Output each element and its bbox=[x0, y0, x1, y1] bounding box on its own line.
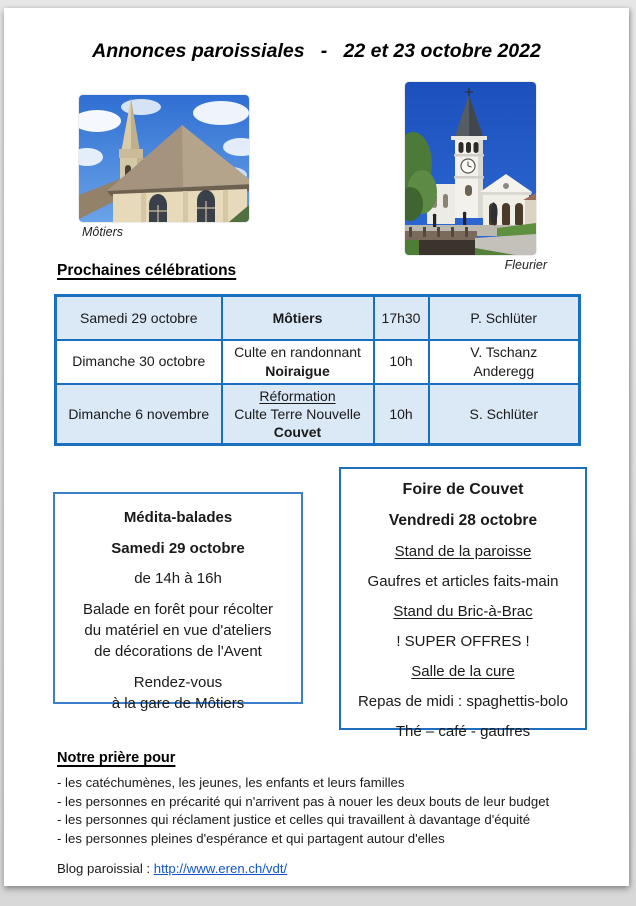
foire-line: Salle de la cure bbox=[411, 663, 515, 680]
cell-time: 17h30 bbox=[374, 296, 429, 340]
motiers-photo bbox=[79, 95, 249, 222]
foire-line: Stand de la paroisse bbox=[394, 543, 532, 560]
prayer-list bbox=[57, 774, 622, 848]
medita-date: Samedi 29 octobre bbox=[111, 540, 245, 557]
celebrations-heading: Prochaines célébrations bbox=[57, 262, 237, 279]
prayer-item: - les personnes pleines d'espérance et qui partagent autour d'elles bbox=[57, 830, 445, 846]
table-row bbox=[56, 296, 580, 340]
medita-title: Médita-balades bbox=[123, 509, 233, 526]
medita-description: Balade en forêt pour récolter du matériel en vue d'ateliers de décorations de l'Avent bbox=[82, 601, 274, 660]
cell-time: 10h bbox=[374, 384, 429, 445]
medita-meeting-point: Rendez-vous à la gare de Môtiers bbox=[111, 674, 245, 712]
fleurier-photo bbox=[405, 82, 536, 255]
foire-line: Thé – café - gaufres bbox=[395, 723, 531, 740]
motiers-church-image bbox=[79, 95, 249, 222]
foire-line: Gaufres et articles faits-main bbox=[367, 573, 559, 590]
cell-officiant: V. Tschanz Anderegg bbox=[429, 340, 580, 384]
cell-place: Réformation Culte Terre Nouvelle Couvet bbox=[222, 384, 374, 445]
blog-label: Blog paroissial : bbox=[57, 861, 154, 876]
document-page bbox=[4, 8, 629, 886]
foire-line: Repas de midi : spaghettis-bolo bbox=[357, 693, 569, 710]
medita-time: de 14h à 16h bbox=[134, 570, 222, 587]
cell-time: 10h bbox=[374, 340, 429, 384]
medita-balades-box bbox=[53, 492, 303, 712]
cell-officiant: S. Schlüter bbox=[429, 384, 580, 445]
fleurier-church-image bbox=[405, 82, 536, 255]
cell-place: Culte en randonnant Noiraigue bbox=[222, 340, 374, 384]
foire-line: ! SUPER OFFRES ! bbox=[396, 633, 530, 650]
foire-date: Vendredi 28 octobre bbox=[388, 512, 538, 529]
cell-place: Môtiers bbox=[222, 296, 374, 340]
page-title: Annonces paroissiales - 22 et 23 octobre 2022 bbox=[92, 40, 541, 62]
cell-officiant: P. Schlüter bbox=[429, 296, 580, 340]
celebrations-table bbox=[54, 294, 581, 446]
foire-title: Foire de Couvet bbox=[402, 481, 524, 498]
blog-link[interactable]: http://www.eren.ch/vdt/ bbox=[153, 861, 288, 876]
foire-de-couvet-box bbox=[339, 467, 587, 740]
cell-date: Samedi 29 octobre bbox=[56, 296, 222, 340]
blog-line bbox=[57, 861, 287, 876]
prayer-item: - les catéchumènes, les jeunes, les enfants et leurs familles bbox=[57, 775, 405, 790]
cell-date: Dimanche 6 novembre bbox=[56, 384, 222, 445]
table-row bbox=[56, 384, 580, 445]
table-row bbox=[56, 340, 580, 384]
cell-date: Dimanche 30 octobre bbox=[56, 340, 222, 384]
fleurier-photo-caption: Fleurier bbox=[504, 258, 547, 272]
foire-line: Stand du Bric-à-Brac bbox=[393, 603, 533, 620]
prayer-item: - les personnes qui réclament justice et celles qui travaillent à davantage d'équité bbox=[57, 812, 531, 827]
prayer-heading: Notre prière pour bbox=[57, 750, 176, 766]
prayer-item: - les personnes en précarité qui n'arrivent pas à nouer les deux bouts de leur budget bbox=[57, 793, 550, 809]
motiers-photo-caption: Môtiers bbox=[82, 225, 123, 239]
